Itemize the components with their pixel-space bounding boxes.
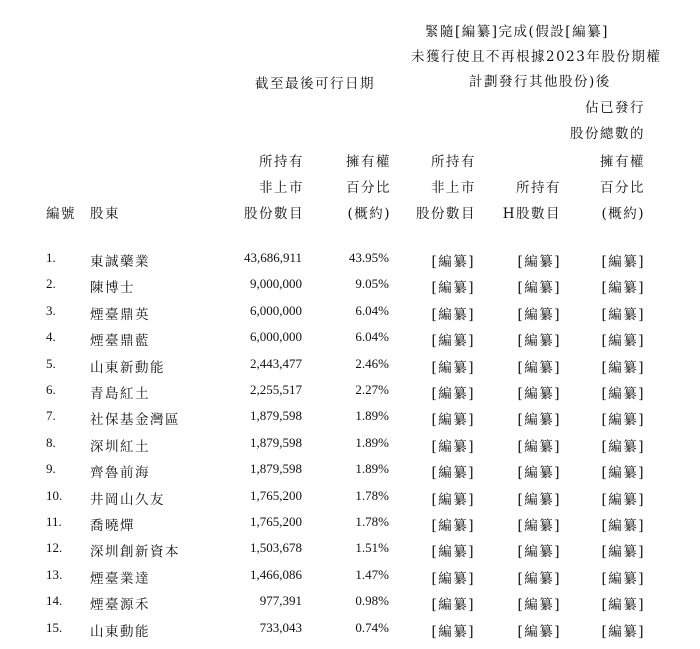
row-shareholder-name: 深圳紅土 (90, 438, 150, 455)
col5-header-line3: 擁有權 (600, 154, 645, 170)
col2-header-line1: 擁有權 (346, 154, 391, 170)
row-col3-redacted: [編纂] (431, 254, 475, 270)
row-col4-redacted: [編纂] (517, 412, 561, 429)
row-ownership-pct: 1.78% (355, 487, 389, 503)
row-ownership-pct: 1.78% (355, 514, 389, 529)
row-number: 13. (46, 566, 63, 582)
row-number: 9. (46, 461, 56, 477)
row-ownership-pct: 1.47% (355, 566, 389, 582)
row-shareholder-name: 井岡山久友 (90, 491, 165, 508)
row-ownership-pct: 9.05% (355, 276, 389, 292)
group-header-line3: 計劃發行其他股份)後 (469, 74, 611, 90)
col2-header-line2: 百分比 (346, 180, 391, 196)
row-col4-redacted: [編纂] (517, 491, 561, 508)
row-col3-redacted: [編纂] (431, 491, 475, 508)
row-number: 12. (46, 540, 63, 556)
row-shareholder-name: 青島紅土 (90, 386, 150, 402)
row-number: 1. (46, 250, 56, 265)
col2-header-line3: (概約) (347, 206, 391, 222)
row-col3-redacted: [編纂] (431, 438, 475, 455)
row-ownership-pct: 2.27% (355, 382, 389, 397)
row-ownership-pct: 1.89% (355, 461, 389, 477)
row-col4-redacted: [編纂] (517, 306, 561, 323)
row-ownership-pct: 0.98% (355, 593, 389, 609)
row-unlisted-shares: 9,000,000 (250, 276, 302, 292)
row-shareholder-name: 煙臺鼎藍 (90, 333, 150, 350)
row-col4-redacted: [編纂] (517, 465, 561, 482)
row-col4-redacted: [編纂] (517, 280, 561, 297)
row-shareholder-name: 煙臺源禾 (90, 597, 150, 614)
row-col5-redacted: [編纂] (601, 597, 645, 614)
row-col4-redacted: [編纂] (517, 386, 561, 402)
row-ownership-pct: 2.46% (355, 355, 389, 371)
row-col5-redacted: [編纂] (601, 359, 645, 376)
row-shareholder-name: 深圳創新資本 (90, 544, 180, 561)
row-unlisted-shares: 1,879,598 (250, 408, 302, 424)
row-shareholder-name: 山東新動能 (90, 359, 165, 376)
row-ownership-pct: 1.89% (355, 408, 389, 424)
col3-header-line2: 非上市 (431, 180, 476, 196)
row-col4-redacted: [編纂] (517, 518, 561, 534)
shareholder-header: 股東 (90, 206, 120, 222)
row-unlisted-shares: 1,879,598 (250, 461, 302, 477)
row-number: 15. (46, 619, 63, 635)
row-number: 11. (46, 514, 62, 529)
row-shareholder-name: 齊魯前海 (90, 465, 150, 482)
row-col3-redacted: [編纂] (431, 570, 475, 587)
row-unlisted-shares: 43,686,911 (243, 250, 302, 265)
row-col5-redacted: [編纂] (601, 438, 645, 455)
row-col4-redacted: [編纂] (517, 544, 561, 561)
row-unlisted-shares: 6,000,000 (250, 302, 302, 318)
col5-header-line4: 百分比 (600, 180, 645, 196)
row-col4-redacted: [編纂] (517, 333, 561, 350)
row-col3-redacted: [編纂] (431, 306, 475, 323)
row-col3-redacted: [編纂] (431, 280, 475, 297)
row-col3-redacted: [編纂] (431, 386, 475, 402)
row-col5-redacted: [編纂] (601, 333, 645, 350)
row-number: 7. (46, 408, 56, 424)
row-shareholder-name: 煙臺鼎英 (90, 306, 150, 323)
row-col5-redacted: [編纂] (601, 386, 645, 402)
row-unlisted-shares: 1,765,200 (250, 487, 302, 503)
row-ownership-pct: 0.74% (355, 619, 389, 635)
row-unlisted-shares: 1,466,086 (250, 566, 302, 582)
row-col3-redacted: [編纂] (431, 359, 475, 376)
row-shareholder-name: 陳博士 (90, 280, 135, 297)
row-unlisted-shares: 977,391 (259, 593, 302, 609)
row-col4-redacted: [編纂] (517, 359, 561, 376)
group-header-line2: 未獲行使且不再根據2023年股份期權 (411, 49, 662, 65)
row-number: 8. (46, 434, 56, 450)
row-col4-redacted: [編纂] (517, 570, 561, 587)
row-number: 14. (46, 593, 63, 609)
row-unlisted-shares: 1,503,678 (250, 540, 302, 556)
col4-header-line1: 所持有 (516, 180, 561, 196)
row-col5-redacted: [編纂] (601, 570, 645, 587)
row-col5-redacted: [編纂] (601, 254, 645, 270)
row-shareholder-name: 山東動能 (90, 623, 150, 640)
col1-header-line2: 非上市 (259, 180, 304, 196)
row-col3-redacted: [編纂] (431, 465, 475, 482)
row-shareholder-name: 喬曉燀 (90, 518, 135, 534)
row-col4-redacted: [編纂] (517, 597, 561, 614)
row-col3-redacted: [編纂] (431, 412, 475, 429)
row-ownership-pct: 1.89% (355, 434, 389, 450)
col3-header-line3: 股份數目 (416, 206, 476, 222)
row-col5-redacted: [編纂] (601, 491, 645, 508)
row-number: 3. (46, 302, 56, 318)
row-ownership-pct: 43.95% (348, 250, 389, 265)
row-unlisted-shares: 2,443,477 (250, 355, 302, 371)
row-col5-redacted: [編纂] (601, 306, 645, 323)
row-number: 4. (46, 329, 56, 345)
row-unlisted-shares: 1,765,200 (250, 514, 302, 529)
row-col3-redacted: [編纂] (431, 597, 475, 614)
row-shareholder-name: 東誠藥業 (90, 254, 150, 270)
row-col5-redacted: [編纂] (601, 280, 645, 297)
row-ownership-pct: 6.04% (355, 302, 389, 318)
col1-header-line3: 股份數目 (244, 206, 304, 222)
row-unlisted-shares: 733,043 (259, 619, 302, 635)
row-unlisted-shares: 1,879,598 (250, 434, 302, 450)
col1-header-line1: 所持有 (259, 154, 304, 170)
row-col5-redacted: [編纂] (601, 623, 645, 640)
latest-date-header: 截至最後可行日期 (255, 76, 375, 92)
row-col3-redacted: [編纂] (431, 623, 475, 640)
row-number: 5. (46, 355, 56, 371)
col5-header-line1: 佔已發行 (585, 100, 645, 116)
row-unlisted-shares: 6,000,000 (250, 329, 302, 345)
row-number: 6. (46, 382, 56, 397)
row-ownership-pct: 1.51% (355, 540, 389, 556)
col3-header-line1: 所持有 (431, 154, 476, 170)
group-header-line1: 緊隨[編纂]完成(假設[編纂] (425, 24, 609, 40)
row-col3-redacted: [編纂] (431, 518, 475, 534)
col5-header-line2: 股份總數的 (570, 126, 645, 142)
row-number: 2. (46, 276, 56, 292)
col5-header-line5: (概約) (601, 206, 645, 222)
row-col5-redacted: [編纂] (601, 518, 645, 534)
row-unlisted-shares: 2,255,517 (250, 382, 302, 397)
row-number: 10. (46, 487, 63, 503)
row-col3-redacted: [編纂] (431, 333, 475, 350)
row-col3-redacted: [編纂] (431, 544, 475, 561)
row-col5-redacted: [編纂] (601, 412, 645, 429)
row-col4-redacted: [編纂] (517, 623, 561, 640)
row-shareholder-name: 煙臺業達 (90, 570, 150, 587)
col4-header-line2: H股數目 (502, 206, 561, 222)
row-col5-redacted: [編纂] (601, 465, 645, 482)
row-ownership-pct: 6.04% (355, 329, 389, 345)
row-col5-redacted: [編纂] (601, 544, 645, 561)
no-header: 編號 (46, 206, 76, 222)
row-col4-redacted: [編纂] (517, 438, 561, 455)
row-shareholder-name: 社保基金灣區 (90, 412, 180, 429)
row-col4-redacted: [編纂] (517, 254, 561, 270)
